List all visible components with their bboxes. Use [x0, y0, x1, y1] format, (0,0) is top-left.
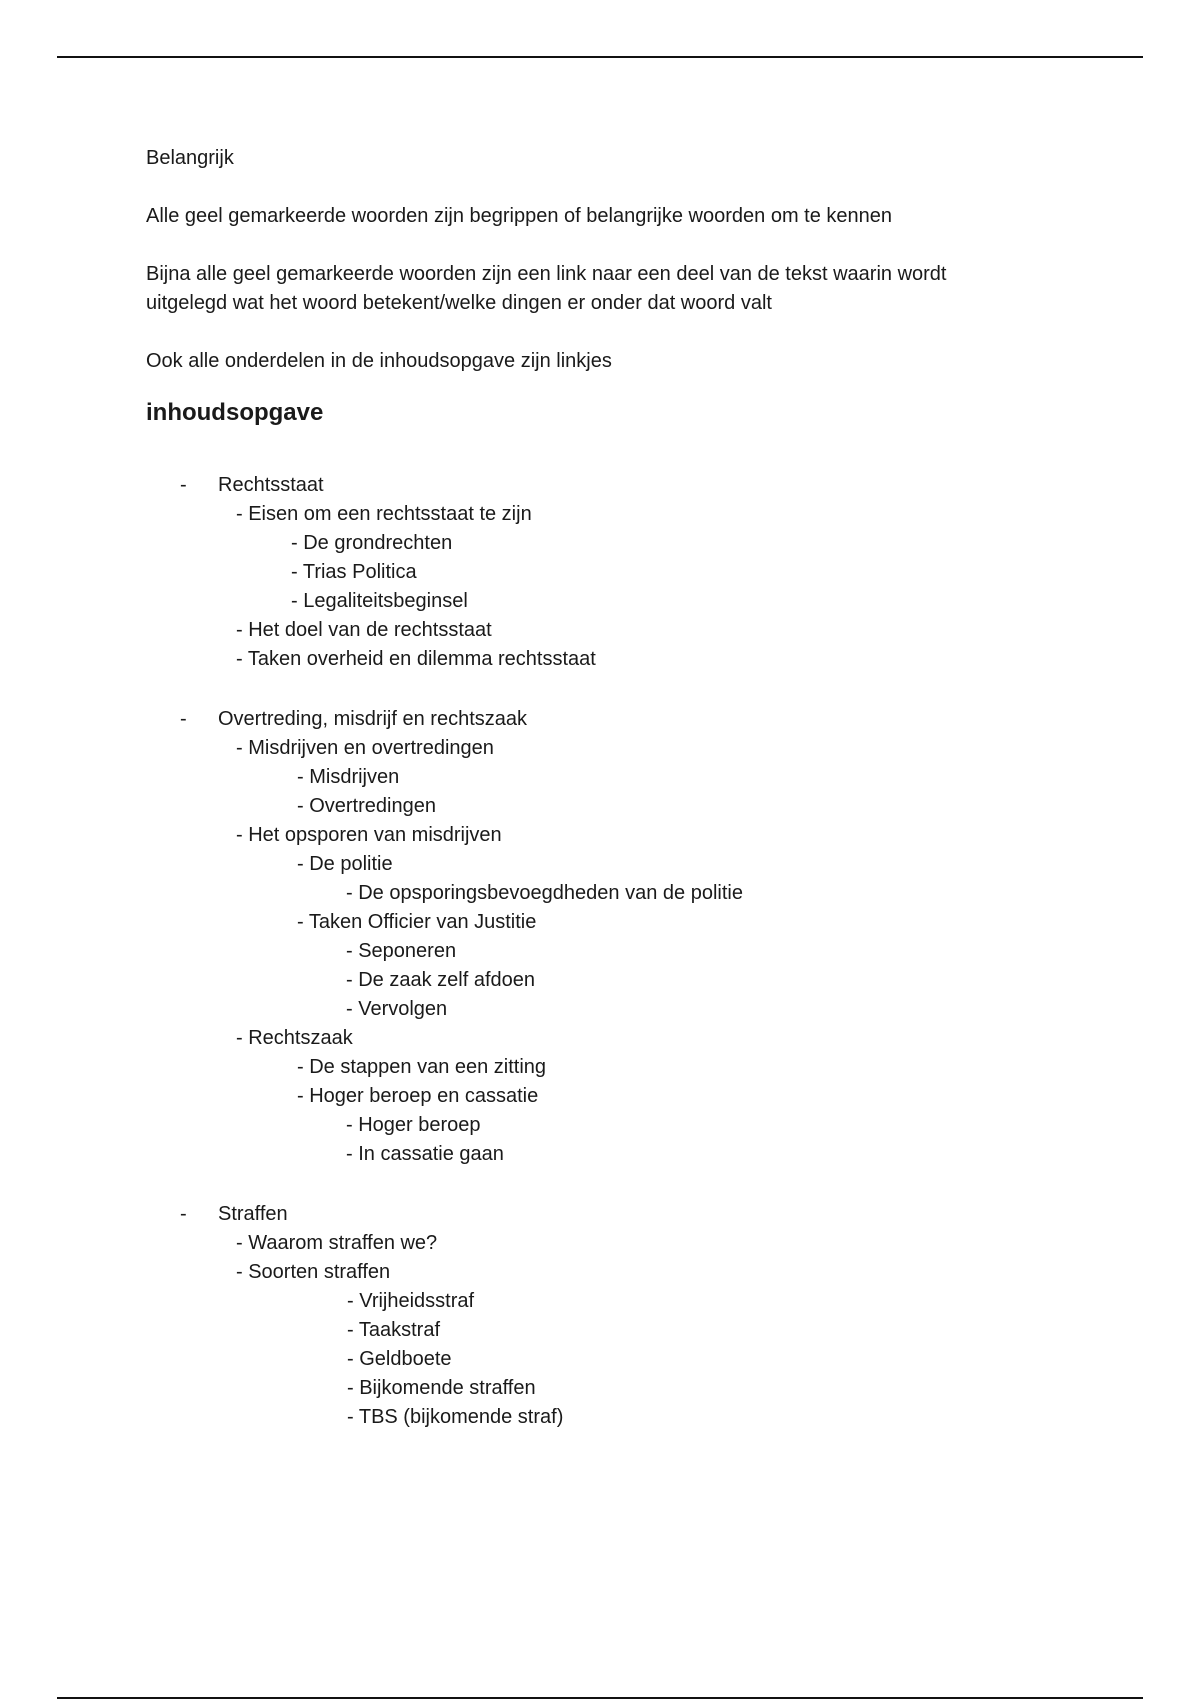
toc-item-opsporen-misdrijven[interactable]: - Het opsporen van misdrijven — [236, 824, 502, 846]
toc-item-grondrechten[interactable]: - De grondrechten — [291, 532, 453, 554]
toc-item-hoger-beroep-cassatie[interactable]: - Hoger beroep en cassatie — [297, 1085, 539, 1107]
toc-bullet: - — [180, 708, 187, 730]
toc-item-opsporingsbevoegdheden[interactable]: - De opsporingsbevoegdheden van de politie — [346, 882, 743, 904]
toc-item-taken-overheid[interactable]: - Taken overheid en dilemma rechtsstaat — [236, 648, 596, 670]
toc-item-bijkomende-straffen[interactable]: - Bijkomende straffen — [347, 1377, 536, 1399]
toc-section-rechtsstaat[interactable]: Rechtsstaat — [218, 474, 324, 496]
toc-section-straffen[interactable]: Straffen — [218, 1203, 288, 1225]
toc-item-taakstraf[interactable]: - Taakstraf — [347, 1319, 440, 1341]
toc-item-legaliteitsbeginsel[interactable]: - Legaliteitsbeginsel — [291, 590, 468, 612]
top-divider — [57, 56, 1143, 58]
toc-item-tbs[interactable]: - TBS (bijkomende straf) — [347, 1406, 564, 1428]
toc-item-vervolgen[interactable]: - Vervolgen — [346, 998, 448, 1020]
toc-item-vrijheidsstraf[interactable]: - Vrijheidsstraf — [347, 1290, 475, 1312]
toc-item-doel-rechtsstaat[interactable]: - Het doel van de rechtsstaat — [236, 619, 492, 641]
toc-item-stappen-zitting[interactable]: - De stappen van een zitting — [297, 1056, 547, 1078]
toc-item-eisen-rechtsstaat[interactable]: - Eisen om een rechtsstaat te zijn — [236, 503, 532, 525]
toc-item-rechtszaak[interactable]: - Rechtszaak — [236, 1027, 353, 1049]
intro-note-links-line-2: uitgelegd wat het woord betekent/welke dingen er onder dat woord valt — [146, 292, 772, 314]
toc-bullet: - — [180, 474, 187, 496]
toc-section-overtreding[interactable]: Overtreding, misdrijf en rechtszaak — [218, 708, 528, 730]
toc-bullet: - — [180, 1203, 187, 1225]
intro-note-links — [146, 260, 1086, 318]
toc-item-seponeren[interactable]: - Seponeren — [346, 940, 457, 962]
toc-item-trias-politica[interactable]: - Trias Politica — [291, 561, 417, 583]
toc-item-hoger-beroep[interactable]: - Hoger beroep — [346, 1114, 481, 1136]
intro-note-toc-links: Ook alle onderdelen in de inhoudsopgave zijn linkjes — [146, 350, 612, 372]
toc-title: inhoudsopgave — [146, 399, 324, 426]
toc-item-zaak-zelf-afdoen[interactable]: - De zaak zelf afdoen — [346, 969, 535, 991]
intro-note-links-line-1: Bijna alle geel gemarkeerde woorden zijn een link naar een deel van de tekst waarin wordt — [146, 263, 947, 285]
intro-heading: Belangrijk — [146, 147, 234, 169]
toc-item-officier-van-justitie[interactable]: - Taken Officier van Justitie — [297, 911, 537, 933]
toc-item-overtredingen[interactable]: - Overtredingen — [297, 795, 436, 817]
toc-item-politie[interactable]: - De politie — [297, 853, 393, 875]
toc-item-misdrijven-overtredingen[interactable]: - Misdrijven en overtredingen — [236, 737, 494, 759]
toc-item-cassatie[interactable]: - In cassatie gaan — [346, 1143, 504, 1165]
toc-item-soorten-straffen[interactable]: - Soorten straffen — [236, 1261, 391, 1283]
toc-item-misdrijven[interactable]: - Misdrijven — [297, 766, 400, 788]
bottom-divider — [57, 1697, 1143, 1699]
document-body — [146, 144, 1086, 458]
toc-item-geldboete[interactable]: - Geldboete — [347, 1348, 452, 1370]
toc-item-waarom-straffen[interactable]: - Waarom straffen we? — [236, 1232, 438, 1254]
intro-note-highlighted-words: Alle geel gemarkeerde woorden zijn begrippen of belangrijke woorden om te kennen — [146, 205, 893, 227]
